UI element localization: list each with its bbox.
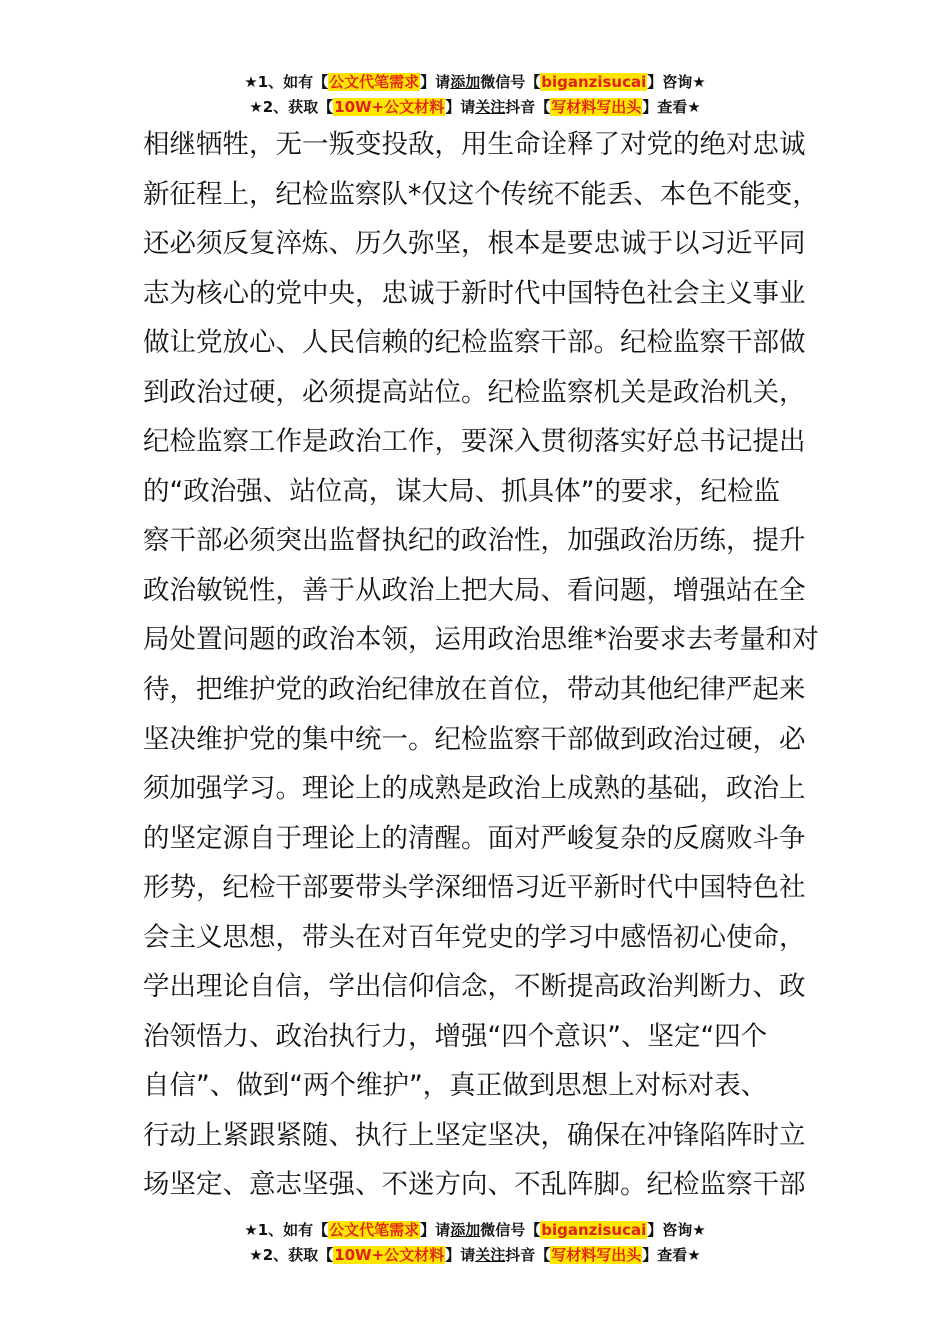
text-line: 做让党放心、人民信赖的纪检监察干部。纪检监察干部做	[143, 327, 806, 359]
text-line: 的“政治强、站位高，谋大局、抓具体”的要求，纪检监	[143, 475, 780, 507]
highlight-ghostwriting: 公文代笔需求	[329, 1221, 420, 1239]
document-body	[143, 120, 819, 1210]
footer-banner	[0, 1218, 950, 1268]
banner-text: ★2、获取【	[249, 1246, 334, 1264]
banner-text: 】请	[445, 1246, 476, 1264]
banner-text: 】咨询★	[647, 73, 706, 91]
text-line: 坚决维护党的集中统一。纪检监察干部做到政治过硬，必	[143, 723, 806, 755]
banner-text: ★1、如有【	[244, 1221, 329, 1239]
banner-text: 】请	[420, 73, 451, 91]
highlight-wechat-id: biganzisucai	[541, 73, 647, 91]
text-line: 局处置问题的政治本领，运用政治思维*治要求去考量和对	[143, 624, 819, 656]
banner-text: ★2、获取【	[249, 98, 334, 116]
banner-line-1	[0, 70, 950, 95]
text-line: 行动上紧跟紧随、执行上坚定坚决，确保在冲锋陷阵时立	[143, 1119, 806, 1151]
banner-text: 】咨询★	[647, 1221, 706, 1239]
text-line: 的坚定源自于理论上的清醒。面对严峻复杂的反腐败斗争	[143, 822, 806, 854]
banner-text: 】请	[420, 1221, 451, 1239]
highlight-douyin-account: 写材料写出头	[551, 98, 642, 116]
highlight-materials: 10W+公文材料	[334, 98, 445, 116]
text-line: 自信”、做到“两个维护”，真正做到思想上对标对表、	[143, 1070, 768, 1102]
text-line: 到政治过硬，必须提高站位。纪检监察机关是政治机关，	[143, 376, 806, 408]
highlight-materials: 10W+公文材料	[334, 1246, 445, 1264]
text-line: 还必须反复淬炼、历久弥坚，根本是要忠诚于以习近平同	[143, 228, 806, 260]
text-line: 纪检监察工作是政治工作，要深入贯彻落实好总书记提出	[143, 426, 806, 458]
text-line: 新征程上，纪检监察队*仅这个传统不能丢、本色不能变，	[143, 178, 819, 210]
banner-line-2	[0, 1243, 950, 1268]
text-line: 察干部必须突出监督执纪的政治性，加强政治历练，提升	[143, 525, 806, 557]
text-line: 须加强学习。理论上的成熟是政治上成熟的基础，政治上	[143, 773, 806, 805]
text-line: 待，把维护党的政治纪律放在首位，带动其他纪律严起来	[143, 674, 806, 706]
highlight-wechat-id: biganzisucai	[541, 1221, 647, 1239]
header-banner	[0, 70, 950, 120]
text-line: 志为核心的党中央，忠诚于新时代中国特色社会主义事业	[143, 277, 806, 309]
text-line: 相继牺牲，无一叛变投敌，用生命诠释了对党的绝对忠诚	[143, 129, 806, 160]
banner-text: 】请	[445, 98, 476, 116]
text-line: 政治敏锐性，善于从政治上把大局、看问题，增强站在全	[143, 574, 806, 606]
banner-text: 抖音【	[505, 1246, 551, 1264]
highlight-ghostwriting: 公文代笔需求	[329, 73, 420, 91]
banner-text: 微信号【	[480, 73, 541, 91]
underlined-text: 关注	[475, 98, 506, 116]
banner-text: 】查看★	[642, 98, 701, 116]
highlight-douyin-account: 写材料写出头	[551, 1246, 642, 1264]
underlined-text: 添加	[450, 73, 481, 91]
banner-line-2	[0, 95, 950, 120]
underlined-text: 关注	[475, 1246, 506, 1264]
text-line: 场坚定、意志坚强、不迷方向、不乱阵脚。纪检监察干部	[143, 1169, 806, 1201]
text-line: 会主义思想，带头在对百年党史的学习中感悟初心使命，	[143, 921, 806, 953]
text-line: 形势，纪检干部要带头学深细悟习近平新时代中国特色社	[143, 872, 806, 904]
text-line: 治领悟力、政治执行力，增强“四个意识”、坚定“四个	[143, 1020, 768, 1052]
banner-text: 】查看★	[642, 1246, 701, 1264]
banner-text: ★1、如有【	[244, 73, 329, 91]
underlined-text: 添加	[450, 1221, 481, 1239]
banner-line-1	[0, 1218, 950, 1243]
banner-text: 抖音【	[505, 98, 551, 116]
banner-text: 微信号【	[480, 1221, 541, 1239]
text-line: 学出理论自信，学出信仰信念，不断提高政治判断力、政	[143, 971, 806, 1003]
